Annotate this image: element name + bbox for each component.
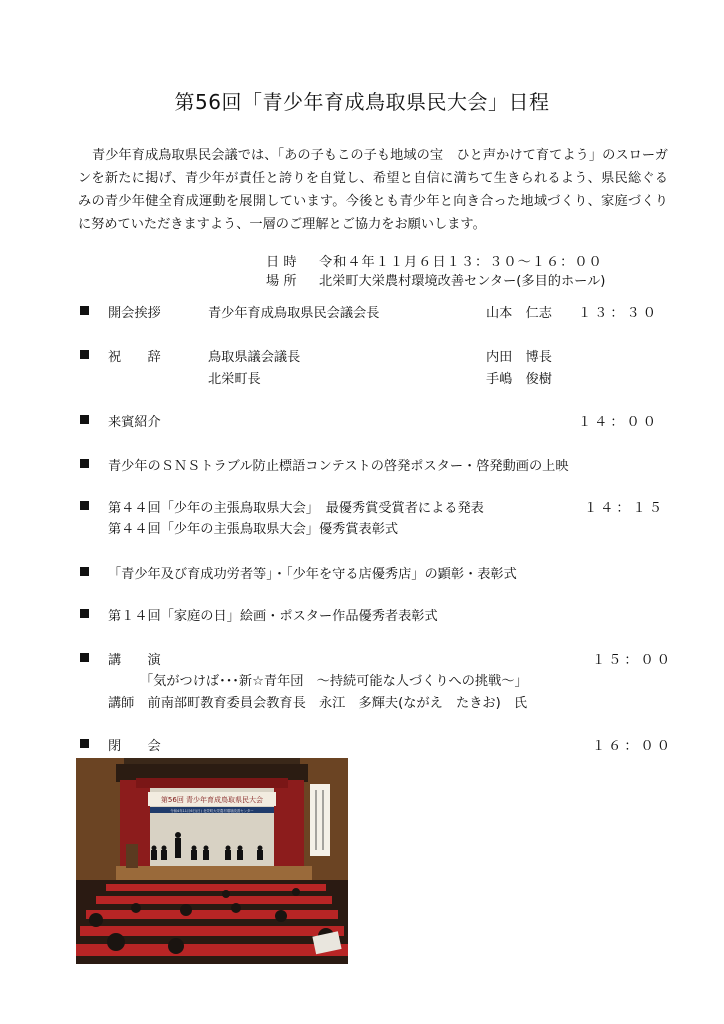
bullet-square-icon bbox=[80, 653, 89, 662]
place-label: 場 所 bbox=[266, 274, 297, 289]
opening-role: 青少年育成鳥取県民会議会長 bbox=[208, 306, 380, 321]
date-value: 令和４年１１月６日１３：３０～１６：００ bbox=[319, 255, 603, 270]
photo-banner-subtext: 令和4年11月6日(日) 北栄町大栄農村環境改善センター bbox=[170, 809, 254, 813]
event-photo bbox=[76, 758, 348, 964]
congrats-label: 祝 辞 bbox=[108, 350, 161, 365]
sns-item: 青少年のＳＮＳトラブル防止標語コンテストの啓発ポスター・啓発動画の上映 bbox=[108, 459, 569, 474]
photo-banner-text: 第56回 青少年育成鳥取県民大会 bbox=[160, 796, 264, 804]
place-value: 北栄町大栄農村環境改善センター(多目的ホール) bbox=[319, 274, 606, 289]
date-label: 日 時 bbox=[266, 255, 297, 270]
intro-text: 青少年育成鳥取県民会議では、「あの子もこの子も地域の宝 ひと声かけて育てよう」のスローガンを新たに掲げ、青少年が責任と誇りを自覚し、希望と自信に満ちて生きられるよう、県民総ぐるみの青少年健全育成運動を展開しています。今後とも青少年と向き合った地域づくり、家庭づくりに努めていただきますよう、一層のご理解とご協力をお願いします。 bbox=[78, 148, 668, 232]
bullet-square-icon bbox=[80, 739, 89, 748]
speech-line-2: 第４４回「少年の主張鳥取県大会」優秀賞表彰式 bbox=[108, 522, 399, 537]
closing-label: 閉 会 bbox=[108, 739, 161, 754]
opening-time: １３：３０ bbox=[578, 306, 659, 321]
lecture-time: １５：００ bbox=[592, 653, 673, 668]
opening-label: 開会挨拶 bbox=[108, 306, 161, 321]
guests-label: 来賓紹介 bbox=[108, 415, 161, 430]
lecture-theme: 「気がつけば･･･新☆青年団 ～持続可能な人づくりへの挑戦～」 bbox=[140, 674, 528, 689]
intro-paragraph bbox=[78, 144, 668, 236]
congrats-role: 鳥取県議会議長 bbox=[208, 350, 301, 365]
lecturer: 講師 前南部町教育委員会教育長 永江 多輝夫(ながえ たきお) 氏 bbox=[108, 696, 528, 711]
bullet-square-icon bbox=[80, 459, 89, 468]
speech-line-1: 第４４回「少年の主張鳥取県大会」 最優秀賞受賞者による発表 bbox=[108, 501, 484, 516]
lecture-label: 講 演 bbox=[108, 653, 161, 668]
congrats-person: 手嶋 俊樹 bbox=[486, 372, 552, 387]
congrats-person: 内田 博長 bbox=[486, 350, 552, 365]
guests-time: １４：００ bbox=[578, 415, 659, 430]
page-title: 第56回「青少年育成鳥取県民大会」日程 bbox=[174, 90, 550, 114]
bullet-square-icon bbox=[80, 609, 89, 618]
bullet-square-icon bbox=[80, 501, 89, 510]
bullet-square-icon bbox=[80, 306, 89, 315]
speech-time: １４：１５ bbox=[584, 501, 665, 516]
awards-item: 「青少年及び育成功労者等」・「少年を守る店優秀店」の顕彰・表彰式 bbox=[108, 567, 517, 582]
opening-person: 山本 仁志 bbox=[486, 306, 552, 321]
family-day-item: 第１４回「家庭の日」絵画・ポスター作品優秀者表彰式 bbox=[108, 609, 438, 624]
closing-time: １６：００ bbox=[592, 739, 673, 754]
congrats-role: 北栄町長 bbox=[208, 372, 261, 387]
bullet-square-icon bbox=[80, 350, 89, 359]
bullet-square-icon bbox=[80, 415, 89, 424]
bullet-square-icon bbox=[80, 567, 89, 576]
